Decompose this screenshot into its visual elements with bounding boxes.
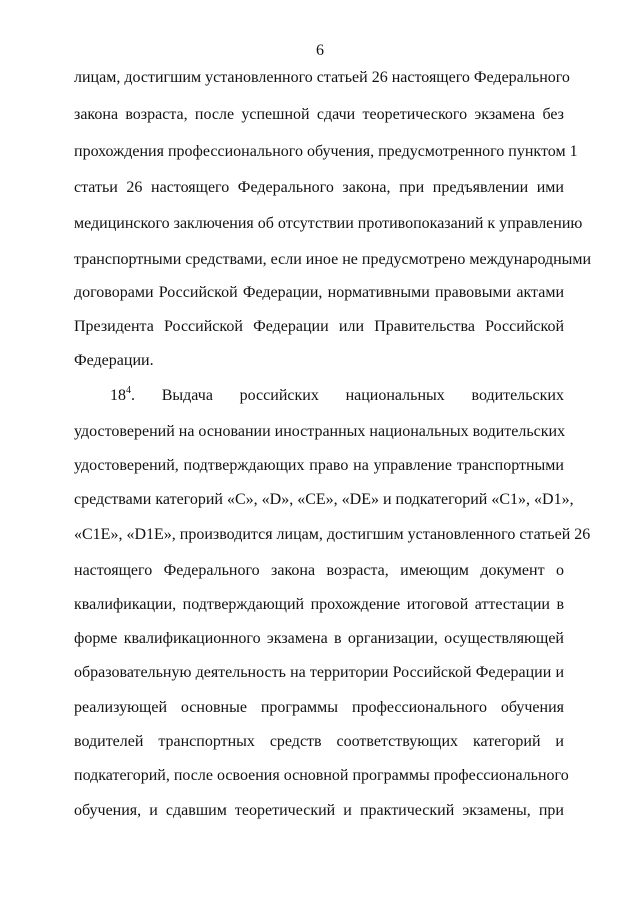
text-segment: . Выдача российских национальных водительских [131,387,564,404]
paragraph-start-line [110,386,564,406]
text-line: обучения, и сдавшим теоретический и практический экзамены, при [74,802,564,819]
text-line: лицам, достигшим установленного статьей 26 настоящего Федерального [74,69,570,86]
text-line: водителей транспортных средств соответствующих категорий и [74,733,564,750]
paragraph-number: $18^4$ [110,385,131,404]
text-line: Президента Российской Федерации или Правительства Российской [74,318,564,335]
text-line: медицинского заключения об отсутствии противопоказаний к управлению [74,215,583,232]
text-line: закона возраста, после успешной сдачи теоретического экзамена без [74,106,564,123]
text-line: настоящего Федерального закона возраста, имеющим документ о [74,562,564,579]
text-line: «C1E», «D1E», производится лицам, достигшим установленного статьей 26 [74,526,591,543]
paragraph-number-superscript: 4 [126,385,131,396]
text-line: Федерации. [74,352,154,369]
page-number: 6 [316,42,324,59]
text-line: удостоверений, подтверждающих право на управление транспортными [74,457,564,474]
text-line: форме квалификационного экзамена в организации, осуществляющей [74,630,564,647]
text-line: договорами Российской Федерации, нормативными правовыми актами [74,284,564,301]
text-line: транспортными средствами, если иное не предусмотрено международными [74,251,592,268]
text-line: удостоверений на основании иностранных национальных водительских [74,423,566,440]
text-line: квалификации, подтверждающий прохождение итоговой аттестации в [74,596,564,613]
text-line: средствами категорий «C», «D», «CE», «DE» и подкатегорий «C1», «D1», [74,491,574,508]
text-line: образовательную деятельность на территории Российской Федерации и [74,664,564,681]
text-line: подкатегорий, после освоения основной программы профессионального [74,767,569,784]
text-line: статьи 26 настоящего Федерального закона, при предъявлении ими [74,179,564,196]
text-line: реализующей основные программы профессионального обучения [74,699,564,716]
text-line: прохождения профессионального обучения, предусмотренного пунктом 1 [74,143,578,160]
